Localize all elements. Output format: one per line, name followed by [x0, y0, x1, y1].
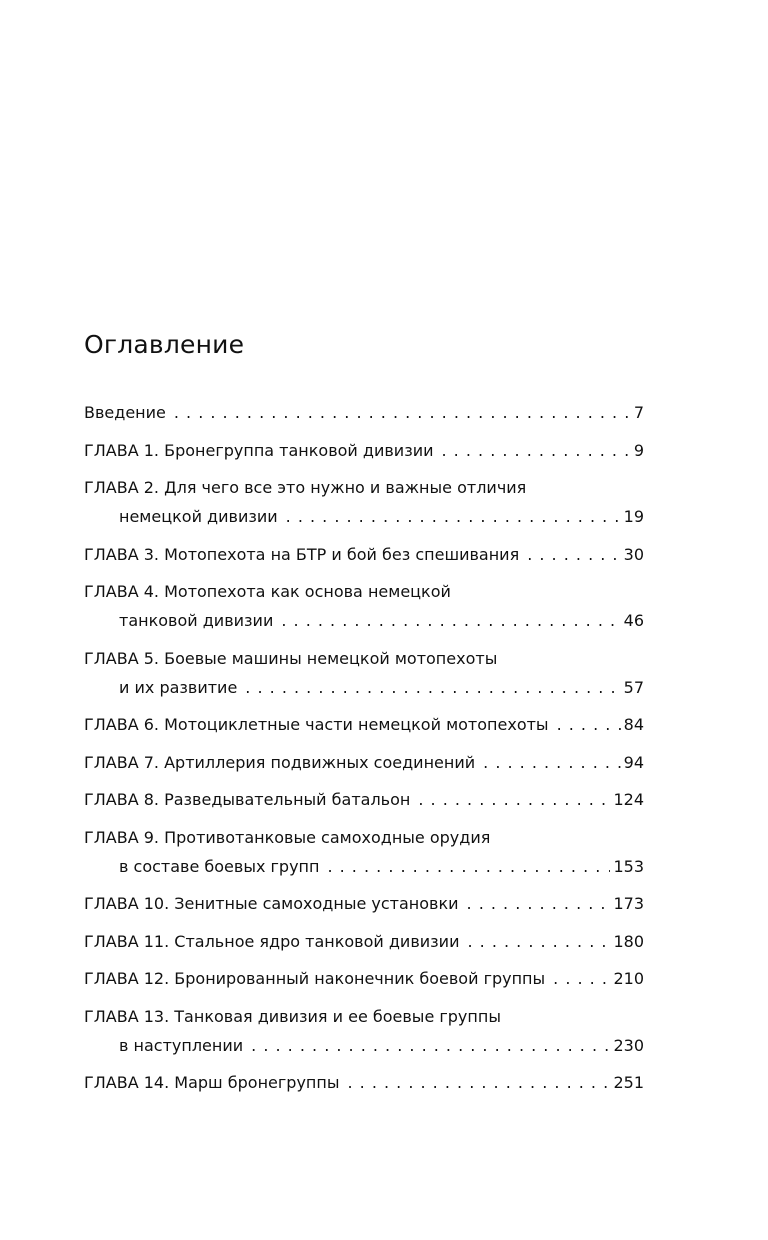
toc-entry[interactable]	[84, 436, 644, 465]
toc-entry[interactable]	[84, 889, 644, 918]
toc-page-number: 210	[613, 969, 644, 988]
dot-leader	[527, 540, 620, 569]
dot-leader	[467, 889, 611, 918]
toc-entry-line	[84, 964, 644, 993]
toc-entry[interactable]	[84, 748, 644, 777]
dot-leader	[327, 852, 610, 881]
toc-entry-line	[84, 785, 644, 814]
toc-page-number: 9	[633, 440, 644, 460]
toc-entry-line	[84, 577, 644, 606]
toc-entry-line	[84, 436, 644, 465]
toc-entry[interactable]	[84, 710, 644, 739]
toc-entry-title: ГЛАВА 1. Бронегруппа танковой дивизии	[84, 440, 434, 460]
toc-entry-title: ГЛАВА 8. Разведывательный батальон	[84, 790, 411, 809]
dot-leader	[281, 606, 620, 635]
toc-entry[interactable]	[84, 398, 644, 427]
toc-entry-line	[84, 398, 644, 427]
toc-entry[interactable]	[84, 644, 644, 702]
table-of-contents	[84, 398, 644, 1106]
toc-entry-line	[84, 823, 644, 852]
toc-entry-continuation	[84, 502, 644, 531]
toc-entry[interactable]	[84, 577, 644, 635]
toc-entry-title: Введение	[84, 403, 166, 422]
dot-leader	[418, 785, 610, 814]
toc-page-number: 30	[623, 544, 644, 564]
dot-leader	[174, 398, 631, 427]
dot-leader	[251, 1031, 610, 1060]
toc-entry-title: в наступлении	[119, 1035, 244, 1055]
toc-page-number: 94	[623, 752, 644, 772]
toc-entry-title: ГЛАВА 14. Марш бронегруппы	[84, 1073, 340, 1092]
toc-entry-title: танковой дивизии	[119, 611, 274, 630]
toc-entry[interactable]	[84, 540, 644, 569]
toc-entry-line	[84, 710, 644, 739]
toc-entry-title: ГЛАВА 5. Боевые машины немецкой мотопехоты	[84, 648, 498, 668]
toc-entry-title: и их развитие	[119, 677, 238, 697]
toc-entry-title: ГЛАВА 2. Для чего все это нужно и важные отличия	[84, 478, 527, 497]
toc-page-number: 84	[623, 715, 644, 734]
toc-entry-line	[84, 748, 644, 777]
toc-entry-title: ГЛАВА 13. Танковая дивизия и ее боевые группы	[84, 1006, 501, 1026]
toc-entry-title: ГЛАВА 6. Мотоциклетные части немецкой мотопехоты	[84, 715, 549, 734]
toc-entry-line	[84, 473, 644, 502]
toc-entry-continuation	[84, 1031, 644, 1060]
toc-entry-continuation	[84, 606, 644, 635]
toc-page-number: 19	[623, 507, 644, 526]
toc-entry-line	[84, 644, 644, 673]
dot-leader	[557, 710, 621, 739]
toc-entry[interactable]	[84, 785, 644, 814]
toc-entry[interactable]	[84, 927, 644, 956]
toc-page-number: 46	[623, 611, 644, 630]
dot-leader	[483, 748, 621, 777]
toc-entry-continuation	[84, 852, 644, 881]
toc-entry-line	[84, 540, 644, 569]
toc-entry-title: ГЛАВА 9. Противотанковые самоходные орудия	[84, 827, 491, 847]
toc-page-number: 124	[613, 790, 644, 809]
toc-entry[interactable]	[84, 1002, 644, 1060]
toc-page-number: 180	[613, 931, 644, 951]
toc-entry-title: ГЛАВА 3. Мотопехота на БТР и бой без спешивания	[84, 544, 520, 564]
toc-entry-title: ГЛАВА 11. Стальное ядро танковой дивизии	[84, 931, 460, 951]
toc-page-number: 7	[633, 403, 644, 422]
toc-entry-title: в составе боевых групп	[119, 856, 320, 876]
dot-leader	[245, 673, 620, 702]
dot-leader	[553, 964, 610, 993]
toc-entry[interactable]	[84, 1068, 644, 1097]
toc-entry-line	[84, 1068, 644, 1097]
toc-entry-line	[84, 889, 644, 918]
toc-page-number: 153	[613, 856, 644, 876]
toc-entry[interactable]	[84, 823, 644, 881]
toc-entry-line	[84, 927, 644, 956]
dot-leader	[347, 1068, 610, 1097]
toc-entry-line	[84, 1002, 644, 1031]
toc-entry-title: ГЛАВА 4. Мотопехота как основа немецкой	[84, 582, 451, 601]
toc-page-number: 251	[613, 1073, 644, 1092]
toc-entry-continuation	[84, 673, 644, 702]
toc-entry-title: ГЛАВА 10. Зенитные самоходные установки	[84, 894, 459, 913]
toc-entry-title: немецкой дивизии	[119, 507, 278, 526]
toc-page-number: 230	[613, 1035, 644, 1055]
toc-page-number: 57	[623, 677, 644, 697]
toc-page-number: 173	[613, 894, 644, 913]
dot-leader	[442, 436, 631, 465]
toc-entry[interactable]	[84, 964, 644, 993]
toc-entry-title: ГЛАВА 7. Артиллерия подвижных соединений	[84, 752, 476, 772]
dot-leader	[286, 502, 621, 531]
toc-entry[interactable]	[84, 473, 644, 531]
toc-entry-title: ГЛАВА 12. Бронированный наконечник боевой группы	[84, 969, 546, 988]
dot-leader	[467, 927, 610, 956]
page-title: Оглавление	[84, 330, 245, 359]
